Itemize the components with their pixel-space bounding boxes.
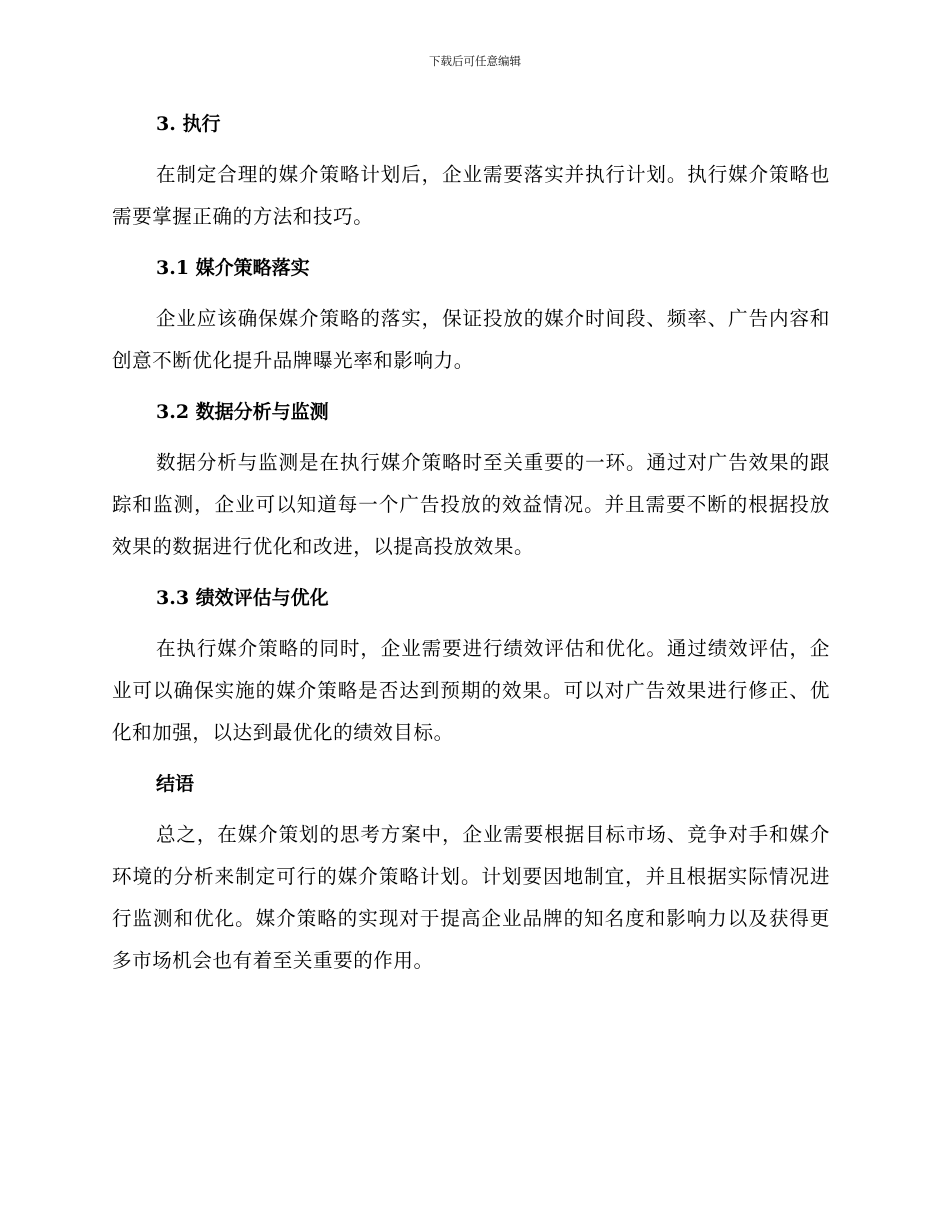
section-heading-conclusion: 结语 bbox=[156, 773, 195, 795]
section-paragraph-conclusion: 总之，在媒介策划的思考方案中，企业需要根据目标市场、竞争对手和媒介环境的分析来制定可行的媒介策略计划。计划要因地制宜，并且根据实际情况进行监测和优化。媒介策略的实现对于提高企业品牌的知名度和影响力以及获得更多市场机会也有着至关重要的作用。 bbox=[112, 823, 830, 972]
section-paragraph-data-analysis: 数据分析与监测是在执行媒介策略时至关重要的一环。通过对广告效果的跟踪和监测，企业可以知道每一个广告投放的效益情况。并且需要不断的根据投放效果的数据进行优化和改进，以提高投放效果。 bbox=[112, 451, 830, 558]
document-body bbox=[112, 108, 830, 996]
section-paragraph-strategy-implementation: 企业应该确保媒介策略的落实，保证投放的媒介时间段、频率、广告内容和创意不断优化提升品牌曝光率和影响力。 bbox=[112, 307, 830, 372]
section-heading-strategy-implementation: 3.1 媒介策略落实 bbox=[156, 257, 310, 279]
section-heading-performance-evaluation: 3.3 绩效评估与优化 bbox=[156, 587, 329, 609]
section-heading-execution: 3. 执行 bbox=[156, 113, 221, 135]
page-header: 下载后可任意编辑 bbox=[429, 54, 521, 68]
section-paragraph-execution: 在制定合理的媒介策略计划后，企业需要落实并执行计划。执行媒介策略也需要掌握正确的方法和技巧。 bbox=[112, 163, 830, 228]
section-heading-data-analysis: 3.2 数据分析与监测 bbox=[156, 401, 329, 423]
section-paragraph-performance-evaluation: 在执行媒介策略的同时，企业需要进行绩效评估和优化。通过绩效评估，企业可以确保实施的媒介策略是否达到预期的效果。可以对广告效果进行修正、优化和加强，以达到最优化的绩效目标。 bbox=[112, 637, 830, 744]
